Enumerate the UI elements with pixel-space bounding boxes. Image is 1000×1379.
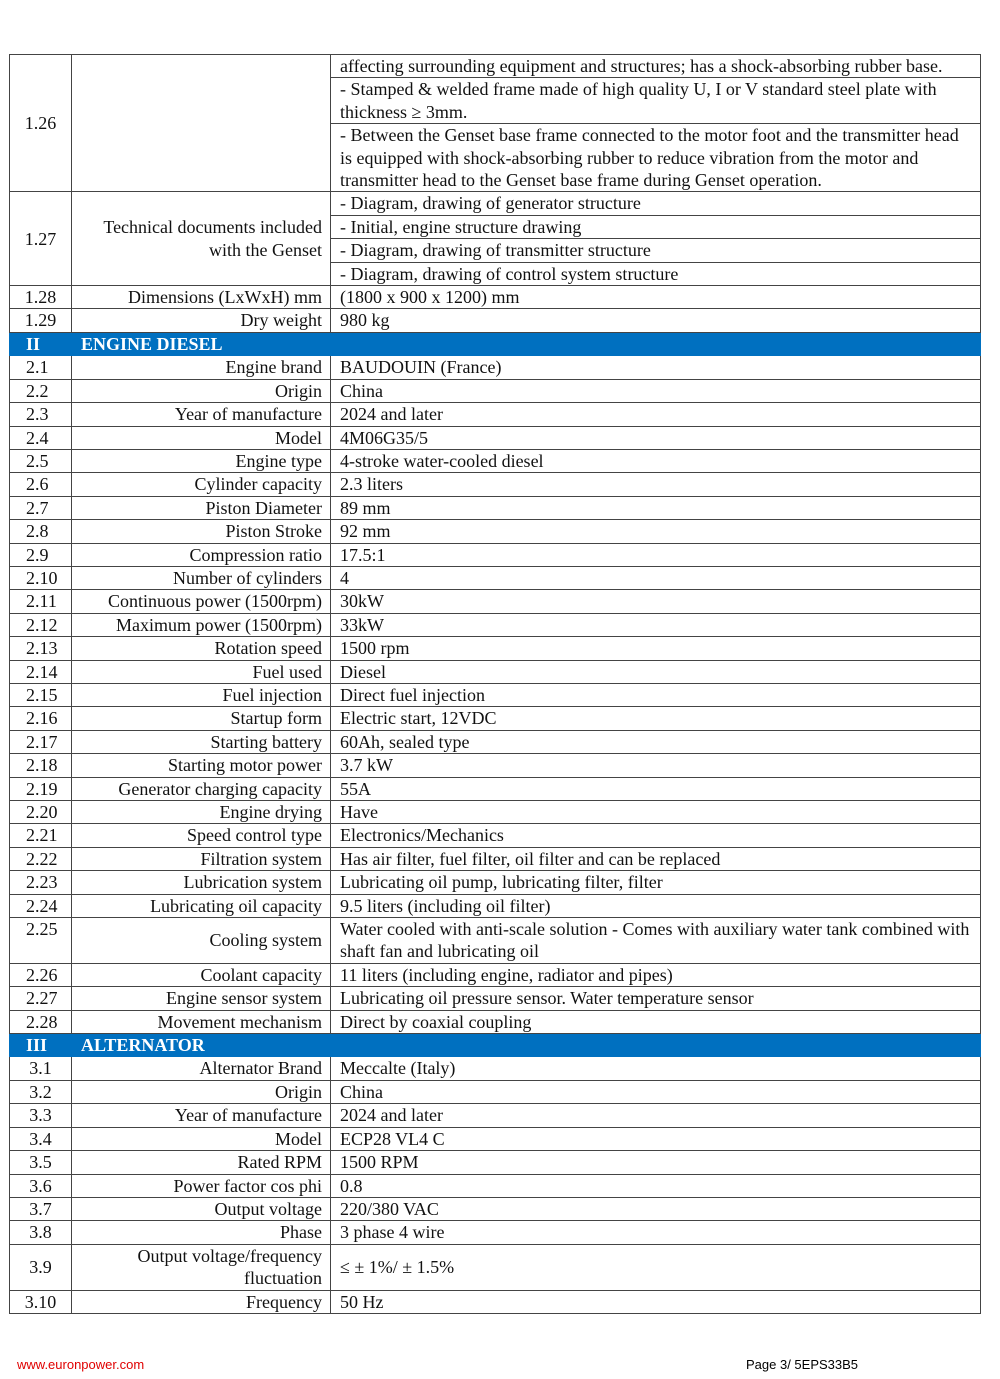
table-row xyxy=(10,963,981,986)
row-number: 2.2 xyxy=(10,379,72,402)
row-value: 2024 and later xyxy=(331,403,981,426)
row-value: Water cooled with anti-scale solution - Comes with auxiliary water tank combined with shaft fan and lubricating oil xyxy=(331,918,981,964)
table-row xyxy=(10,520,981,543)
row-name: Coolant capacity xyxy=(72,963,331,986)
row-number: 2.11 xyxy=(10,590,72,613)
row-name: Lubricating oil capacity xyxy=(72,894,331,917)
row-value: - Diagram, drawing of control system structure xyxy=(331,262,981,285)
row-number: 1.29 xyxy=(10,309,72,332)
table-row xyxy=(10,918,981,964)
row-value: 50 Hz xyxy=(331,1290,981,1313)
row-value: China xyxy=(331,1080,981,1103)
row-number: 2.5 xyxy=(10,449,72,472)
row-value: - Initial, engine structure drawing xyxy=(331,215,981,238)
table-row xyxy=(10,871,981,894)
section-title: ALTERNATOR xyxy=(72,1034,981,1057)
table-row xyxy=(10,637,981,660)
row-value: 1500 RPM xyxy=(331,1151,981,1174)
row-name: Engine brand xyxy=(72,356,331,379)
table-row xyxy=(10,1104,981,1127)
row-number: 2.14 xyxy=(10,660,72,683)
row-name: Technical documents included with the Genset xyxy=(72,192,331,286)
table-row xyxy=(10,543,981,566)
row-name: Dimensions (LxWxH) mm xyxy=(72,286,331,309)
table-row xyxy=(10,683,981,706)
row-value: 1500 rpm xyxy=(331,637,981,660)
row-value: 220/380 VAC xyxy=(331,1197,981,1220)
row-name: Engine sensor system xyxy=(72,987,331,1010)
row-value: Electric start, 12VDC xyxy=(331,707,981,730)
row-name: Alternator Brand xyxy=(72,1057,331,1080)
table-row xyxy=(10,356,981,379)
row-name xyxy=(72,55,331,192)
table-row xyxy=(10,707,981,730)
row-value: Has air filter, fuel filter, oil filter and can be replaced xyxy=(331,847,981,870)
row-number: 3.5 xyxy=(10,1151,72,1174)
row-value: 55A xyxy=(331,777,981,800)
table-row xyxy=(10,847,981,870)
row-name: Lubrication system xyxy=(72,871,331,894)
row-value: 0.8 xyxy=(331,1174,981,1197)
row-number: 2.6 xyxy=(10,473,72,496)
row-number: 1.28 xyxy=(10,286,72,309)
table-row xyxy=(10,403,981,426)
table-row xyxy=(10,55,981,78)
row-number: 3.10 xyxy=(10,1290,72,1313)
table-row xyxy=(10,1127,981,1150)
row-number: 1.27 xyxy=(10,192,72,286)
row-name: Power factor cos phi xyxy=(72,1174,331,1197)
table-row xyxy=(10,824,981,847)
row-name: Continuous power (1500rpm) xyxy=(72,590,331,613)
row-number: 2.15 xyxy=(10,683,72,706)
row-name: Output voltage xyxy=(72,1197,331,1220)
spec-table xyxy=(9,54,981,1314)
row-name: Starting motor power xyxy=(72,754,331,777)
row-name: Cooling system xyxy=(72,918,331,964)
row-number: 2.3 xyxy=(10,403,72,426)
row-number: 2.22 xyxy=(10,847,72,870)
row-number: 2.10 xyxy=(10,566,72,589)
row-value: ≤ ± 1%/ ± 1.5% xyxy=(331,1244,981,1290)
row-value: - Diagram, drawing of generator structure xyxy=(331,192,981,215)
row-value: Direct by coaxial coupling xyxy=(331,1010,981,1033)
row-number: 2.12 xyxy=(10,613,72,636)
row-name: Maximum power (1500rpm) xyxy=(72,613,331,636)
table-row xyxy=(10,1244,981,1290)
section-number: III xyxy=(10,1034,72,1057)
row-name: Year of manufacture xyxy=(72,403,331,426)
row-number: 2.28 xyxy=(10,1010,72,1033)
row-value: 2.3 liters xyxy=(331,473,981,496)
row-value: 3.7 kW xyxy=(331,754,981,777)
spec-table-body xyxy=(10,55,981,1314)
row-name: Engine drying xyxy=(72,801,331,824)
row-value: - Stamped & welded frame made of high quality U, I or V standard steel plate with thickness ≥ 3mm. xyxy=(331,78,981,124)
section-title: ENGINE DIESEL xyxy=(72,332,981,355)
row-value: ECP28 VL4 C xyxy=(331,1127,981,1150)
row-number: 2.9 xyxy=(10,543,72,566)
row-number: 3.8 xyxy=(10,1221,72,1244)
row-value: 3 phase 4 wire xyxy=(331,1221,981,1244)
row-value: 4 xyxy=(331,566,981,589)
row-value: Meccalte (Italy) xyxy=(331,1057,981,1080)
row-name: Frequency xyxy=(72,1290,331,1313)
row-name: Piston Stroke xyxy=(72,520,331,543)
row-number: 3.9 xyxy=(10,1244,72,1290)
table-row xyxy=(10,379,981,402)
row-name: Dry weight xyxy=(72,309,331,332)
row-name: Starting battery xyxy=(72,730,331,753)
row-value: - Between the Genset base frame connected to the motor foot and the transmitter head is equipped with shock-absorbing rubber to reduce vibration from the motor and transmitter head to the Genset base frame during Genset operation. xyxy=(331,124,981,192)
footer-page-number: Page 3/ 5EPS33B5 xyxy=(746,1357,859,1372)
table-row xyxy=(10,801,981,824)
row-number: 2.17 xyxy=(10,730,72,753)
row-value: 9.5 liters (including oil filter) xyxy=(331,894,981,917)
row-number: 2.13 xyxy=(10,637,72,660)
row-number: 3.4 xyxy=(10,1127,72,1150)
row-number: 2.24 xyxy=(10,894,72,917)
row-number: 3.1 xyxy=(10,1057,72,1080)
footer-website: www.euronpower.com xyxy=(17,1357,145,1372)
row-number: 2.7 xyxy=(10,496,72,519)
table-row xyxy=(10,309,981,332)
row-value: 89 mm xyxy=(331,496,981,519)
row-value: China xyxy=(331,379,981,402)
row-name: Rated RPM xyxy=(72,1151,331,1174)
table-row xyxy=(10,473,981,496)
row-name: Speed control type xyxy=(72,824,331,847)
table-row xyxy=(10,613,981,636)
row-number: 2.27 xyxy=(10,987,72,1010)
row-number: 1.26 xyxy=(10,55,72,192)
row-value: Lubricating oil pump, lubricating filter, filter xyxy=(331,871,981,894)
table-row xyxy=(10,987,981,1010)
row-name: Rotation speed xyxy=(72,637,331,660)
table-row xyxy=(10,754,981,777)
table-row xyxy=(10,777,981,800)
row-name: Generator charging capacity xyxy=(72,777,331,800)
row-value: BAUDOUIN (France) xyxy=(331,356,981,379)
row-name: Engine type xyxy=(72,449,331,472)
row-value: Direct fuel injection xyxy=(331,683,981,706)
section-number: II xyxy=(10,332,72,355)
row-name: Number of cylinders xyxy=(72,566,331,589)
row-name: Startup form xyxy=(72,707,331,730)
row-number: 2.8 xyxy=(10,520,72,543)
row-name: Model xyxy=(72,426,331,449)
section-header-alternator xyxy=(10,1034,981,1057)
table-row xyxy=(10,730,981,753)
row-number: 3.2 xyxy=(10,1080,72,1103)
row-value: 17.5:1 xyxy=(331,543,981,566)
table-row xyxy=(10,660,981,683)
row-name: Origin xyxy=(72,1080,331,1103)
table-row xyxy=(10,449,981,472)
row-value: 2024 and later xyxy=(331,1104,981,1127)
section-header-engine xyxy=(10,332,981,355)
row-value: (1800 x 900 x 1200) mm xyxy=(331,286,981,309)
row-number: 3.6 xyxy=(10,1174,72,1197)
row-value: Lubricating oil pressure sensor. Water temperature sensor xyxy=(331,987,981,1010)
row-number: 2.1 xyxy=(10,356,72,379)
row-value: 33kW xyxy=(331,613,981,636)
row-name: Cylinder capacity xyxy=(72,473,331,496)
row-number: 2.4 xyxy=(10,426,72,449)
table-row xyxy=(10,426,981,449)
row-name: Output voltage/frequency fluctuation xyxy=(72,1244,331,1290)
table-row xyxy=(10,286,981,309)
row-number: 3.7 xyxy=(10,1197,72,1220)
row-name: Movement mechanism xyxy=(72,1010,331,1033)
table-row xyxy=(10,1080,981,1103)
row-name: Fuel used xyxy=(72,660,331,683)
row-name: Filtration system xyxy=(72,847,331,870)
row-value: Have xyxy=(331,801,981,824)
row-name: Piston Diameter xyxy=(72,496,331,519)
table-row xyxy=(10,1057,981,1080)
row-number: 2.16 xyxy=(10,707,72,730)
row-value: 92 mm xyxy=(331,520,981,543)
row-name: Origin xyxy=(72,379,331,402)
row-name: Model xyxy=(72,1127,331,1150)
row-value: 4M06G35/5 xyxy=(331,426,981,449)
table-row xyxy=(10,590,981,613)
row-name: Fuel injection xyxy=(72,683,331,706)
row-number: 2.23 xyxy=(10,871,72,894)
row-number: 3.3 xyxy=(10,1104,72,1127)
row-value: 60Ah, sealed type xyxy=(331,730,981,753)
row-number: 2.18 xyxy=(10,754,72,777)
table-row xyxy=(10,1197,981,1220)
row-value: 11 liters (including engine, radiator and pipes) xyxy=(331,963,981,986)
row-value: affecting surrounding equipment and structures; has a shock-absorbing rubber base. xyxy=(331,55,981,78)
row-number: 2.19 xyxy=(10,777,72,800)
row-value: 30kW xyxy=(331,590,981,613)
table-row xyxy=(10,1290,981,1313)
table-row xyxy=(10,1010,981,1033)
row-value: - Diagram, drawing of transmitter structure xyxy=(331,239,981,262)
table-row xyxy=(10,1151,981,1174)
table-row xyxy=(10,566,981,589)
row-name: Phase xyxy=(72,1221,331,1244)
row-name: Compression ratio xyxy=(72,543,331,566)
row-number: 2.21 xyxy=(10,824,72,847)
row-number: 2.26 xyxy=(10,963,72,986)
row-number: 2.25 xyxy=(10,918,72,964)
table-row xyxy=(10,894,981,917)
row-number: 2.20 xyxy=(10,801,72,824)
row-name: Year of manufacture xyxy=(72,1104,331,1127)
table-row xyxy=(10,192,981,215)
table-row xyxy=(10,1174,981,1197)
row-value: Diesel xyxy=(331,660,981,683)
row-value: Electronics/Mechanics xyxy=(331,824,981,847)
table-row xyxy=(10,1221,981,1244)
table-row xyxy=(10,496,981,519)
row-value: 980 kg xyxy=(331,309,981,332)
row-value: 4-stroke water-cooled diesel xyxy=(331,449,981,472)
